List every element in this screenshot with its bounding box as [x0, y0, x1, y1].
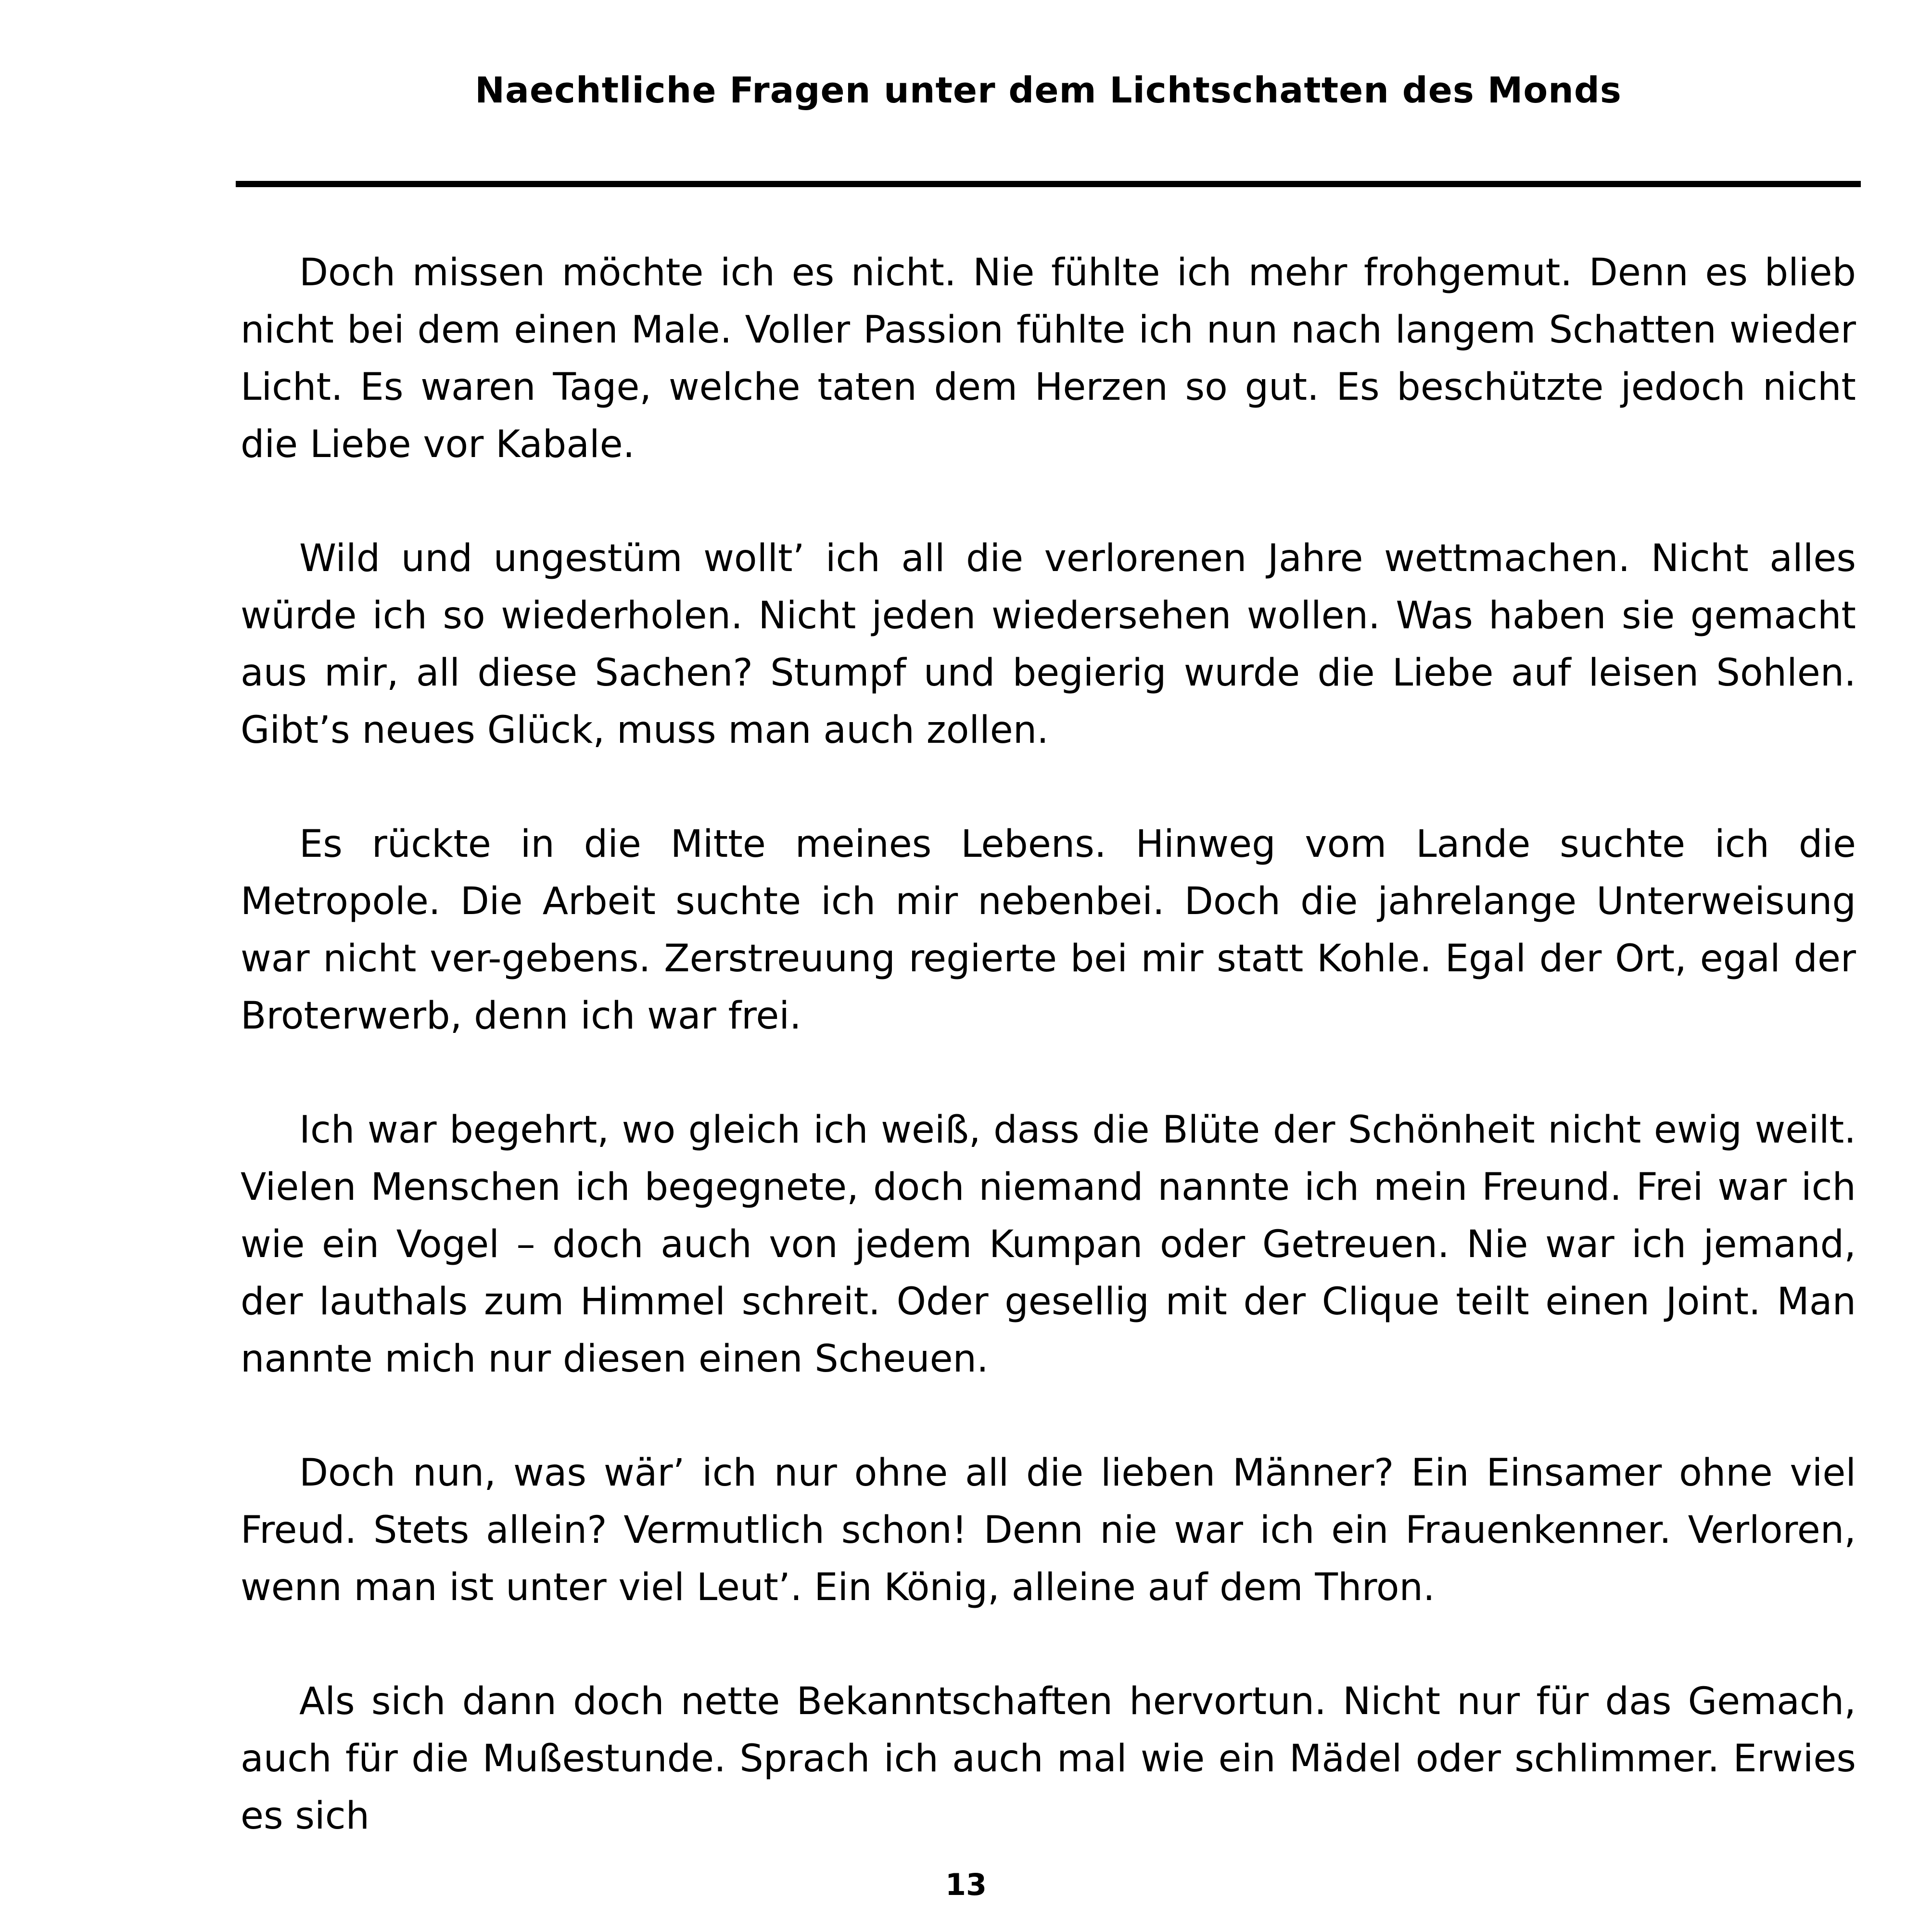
paragraph: Ich war begehrt, wo gleich ich weiß, dass die Blüte der Schönheit nicht ewig weilt. Vielen Menschen ich begegnete, doch niemand nannte ich mein Freund. Frei war ich wie ein Vogel – doch auch von jedem Kumpan oder Getreuen. Nie war ich jemand, der lauthals zum Himmel schreit. Oder gesellig mit der Clique teilt einen Joint. Man nannte mich nur diesen einen Scheuen. — [241, 1108, 1856, 1381]
paragraph: Es rückte in die Mitte meines Lebens. Hinweg vom Lande suchte ich die Metropole. Die Arbeit suchte ich mir nebenbei. Doch die jahrelange Unterweisung war nicht ver-gebens. Zerstreuung regierte bei mir statt Kohle. Egal der Ort, egal der Broterwerb, denn ich war frei. — [241, 823, 1856, 1038]
paragraph: Wild und ungestüm wollt’ ich all die verlorenen Jahre wettmachen. Nicht alles würde ich so wiederholen. Nicht jeden wiedersehen wollen. Was haben sie gemacht aus mir, all diese Sachen? Stumpf und begierig wurde die Liebe auf leisen Sohlen. Gibt’s neues Glück, muss man auch zollen. — [241, 537, 1856, 752]
body-text — [241, 244, 1856, 1902]
paragraph: Doch missen möchte ich es nicht. Nie fühlte ich mehr frohgemut. Denn es blieb nicht bei dem einen Male. Voller Passion fühlte ich nun nach langem Schatten wieder Licht. Es waren Tage, welche taten dem Herzen so gut. Es beschützte jedoch nicht die Liebe vor Kabale. — [241, 251, 1856, 466]
paragraph: Als sich dann doch nette Bekanntschaften hervortun. Nicht nur für das Gemach, auch für die Mußestunde. Sprach ich auch mal wie ein Mädel oder schlimmer. Erwies es sich — [241, 1680, 1856, 1838]
page-number: 13 — [945, 1867, 987, 1902]
running-head-title: Naechtliche Fragen unter dem Lichtschatten des Monds — [475, 70, 1622, 111]
header-rule — [236, 181, 1861, 187]
paragraph: Doch nun, was wär’ ich nur ohne all die lieben Männer? Ein Einsamer ohne viel Freud. Stets allein? Vermutlich schon! Denn nie war ich ein Frauenkenner. Verloren, wenn man ist unter viel Leut’. Ein König, alleine auf dem Thron. — [241, 1451, 1856, 1609]
